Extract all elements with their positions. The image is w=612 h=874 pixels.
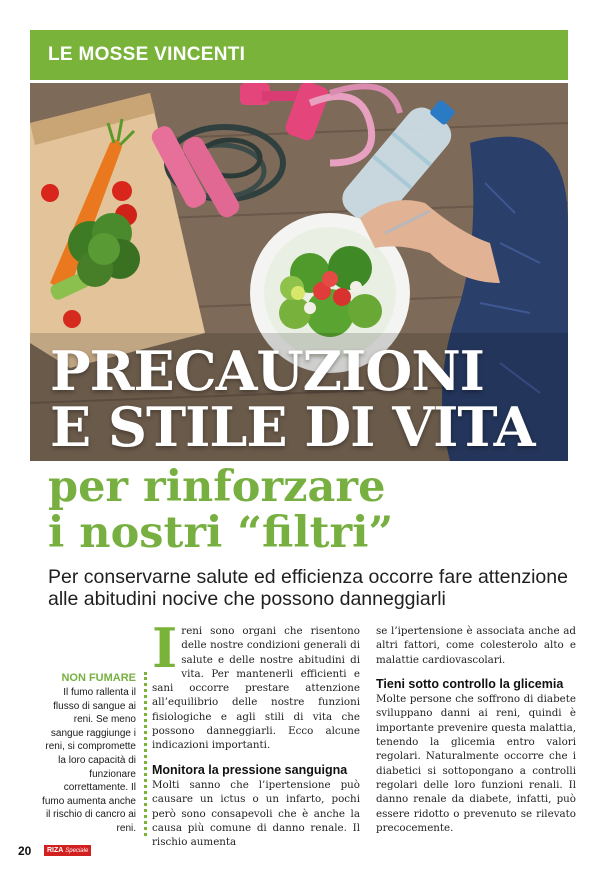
subheadline-line-2: i nostri “filtri” (48, 508, 394, 558)
sidebar-box (40, 672, 147, 836)
magazine-logo (44, 845, 91, 856)
logo-main: RIZA (47, 847, 64, 854)
section-heading-pressure: Monitora la pressione sanguigna (152, 762, 348, 777)
headline-line-2: E STILE DI VITA (50, 395, 535, 459)
article-column-2 (376, 624, 576, 835)
standfirst: Per conservarne salute ed efficienza occorre fare attenzione alle abitudini nocive che possono danneggiarli (48, 566, 568, 610)
logo-sub: Speciale (65, 848, 89, 854)
sidebar-title: NON FUMARE (61, 672, 136, 684)
section-label: LE MOSSE VINCENTI (48, 44, 246, 65)
section-banner (30, 30, 568, 80)
article-continuation: se l’ipertensione è associata anche ad altri fattori, come colesterolo alto e malattie cardiovascolari. (376, 625, 576, 666)
article-intro: reni sono organi che risentono delle nostre condizioni generali di salute e delle nostre abitudini di vita. Per mantenerli efficienti e sani occorre prestare attenzione all’equilibrio delle nostre funzioni fisiologiche e agli stili di vita che possono danneggiarli. Ecco alcune indicazioni importanti. (152, 625, 360, 752)
section-text-glycemia: Molte persone che soffrono di diabete sviluppano danni ai reni, quindi è importante prevenire questa malattia, tenendo la glicemia entro valori regolari. Naturalmente occorre che i diabetici si sottopongano a controlli regolari delle loro funzioni renali. Il danno renale da diabete, infatti, può essere ridotto o prevenuto se rilevato precocemente. (376, 693, 576, 834)
headline-line-1: PRECAUZIONI (50, 339, 484, 403)
sidebar-body: Il fumo rallenta il flusso di sangue ai reni. Se meno sangue raggiunge i reni, si compromette la loro capacità di funzionare correttamente. Il fumo aumenta anche il rischio di cancro ai reni. (42, 687, 136, 834)
section-heading-glycemia: Tieni sotto controllo la glicemia (376, 676, 564, 691)
subheadline-line-1: per rinforzare (48, 462, 386, 512)
article-column-1 (152, 616, 360, 849)
section-text-pressure: Molti sanno che l’ipertensione può causare un ictus o un infarto, pochi però sono consapevoli che è anche la causa più comune di danno renale. Il rischio aumenta (152, 778, 360, 849)
drop-cap: I (152, 616, 178, 680)
page-number: 20 (18, 844, 32, 858)
